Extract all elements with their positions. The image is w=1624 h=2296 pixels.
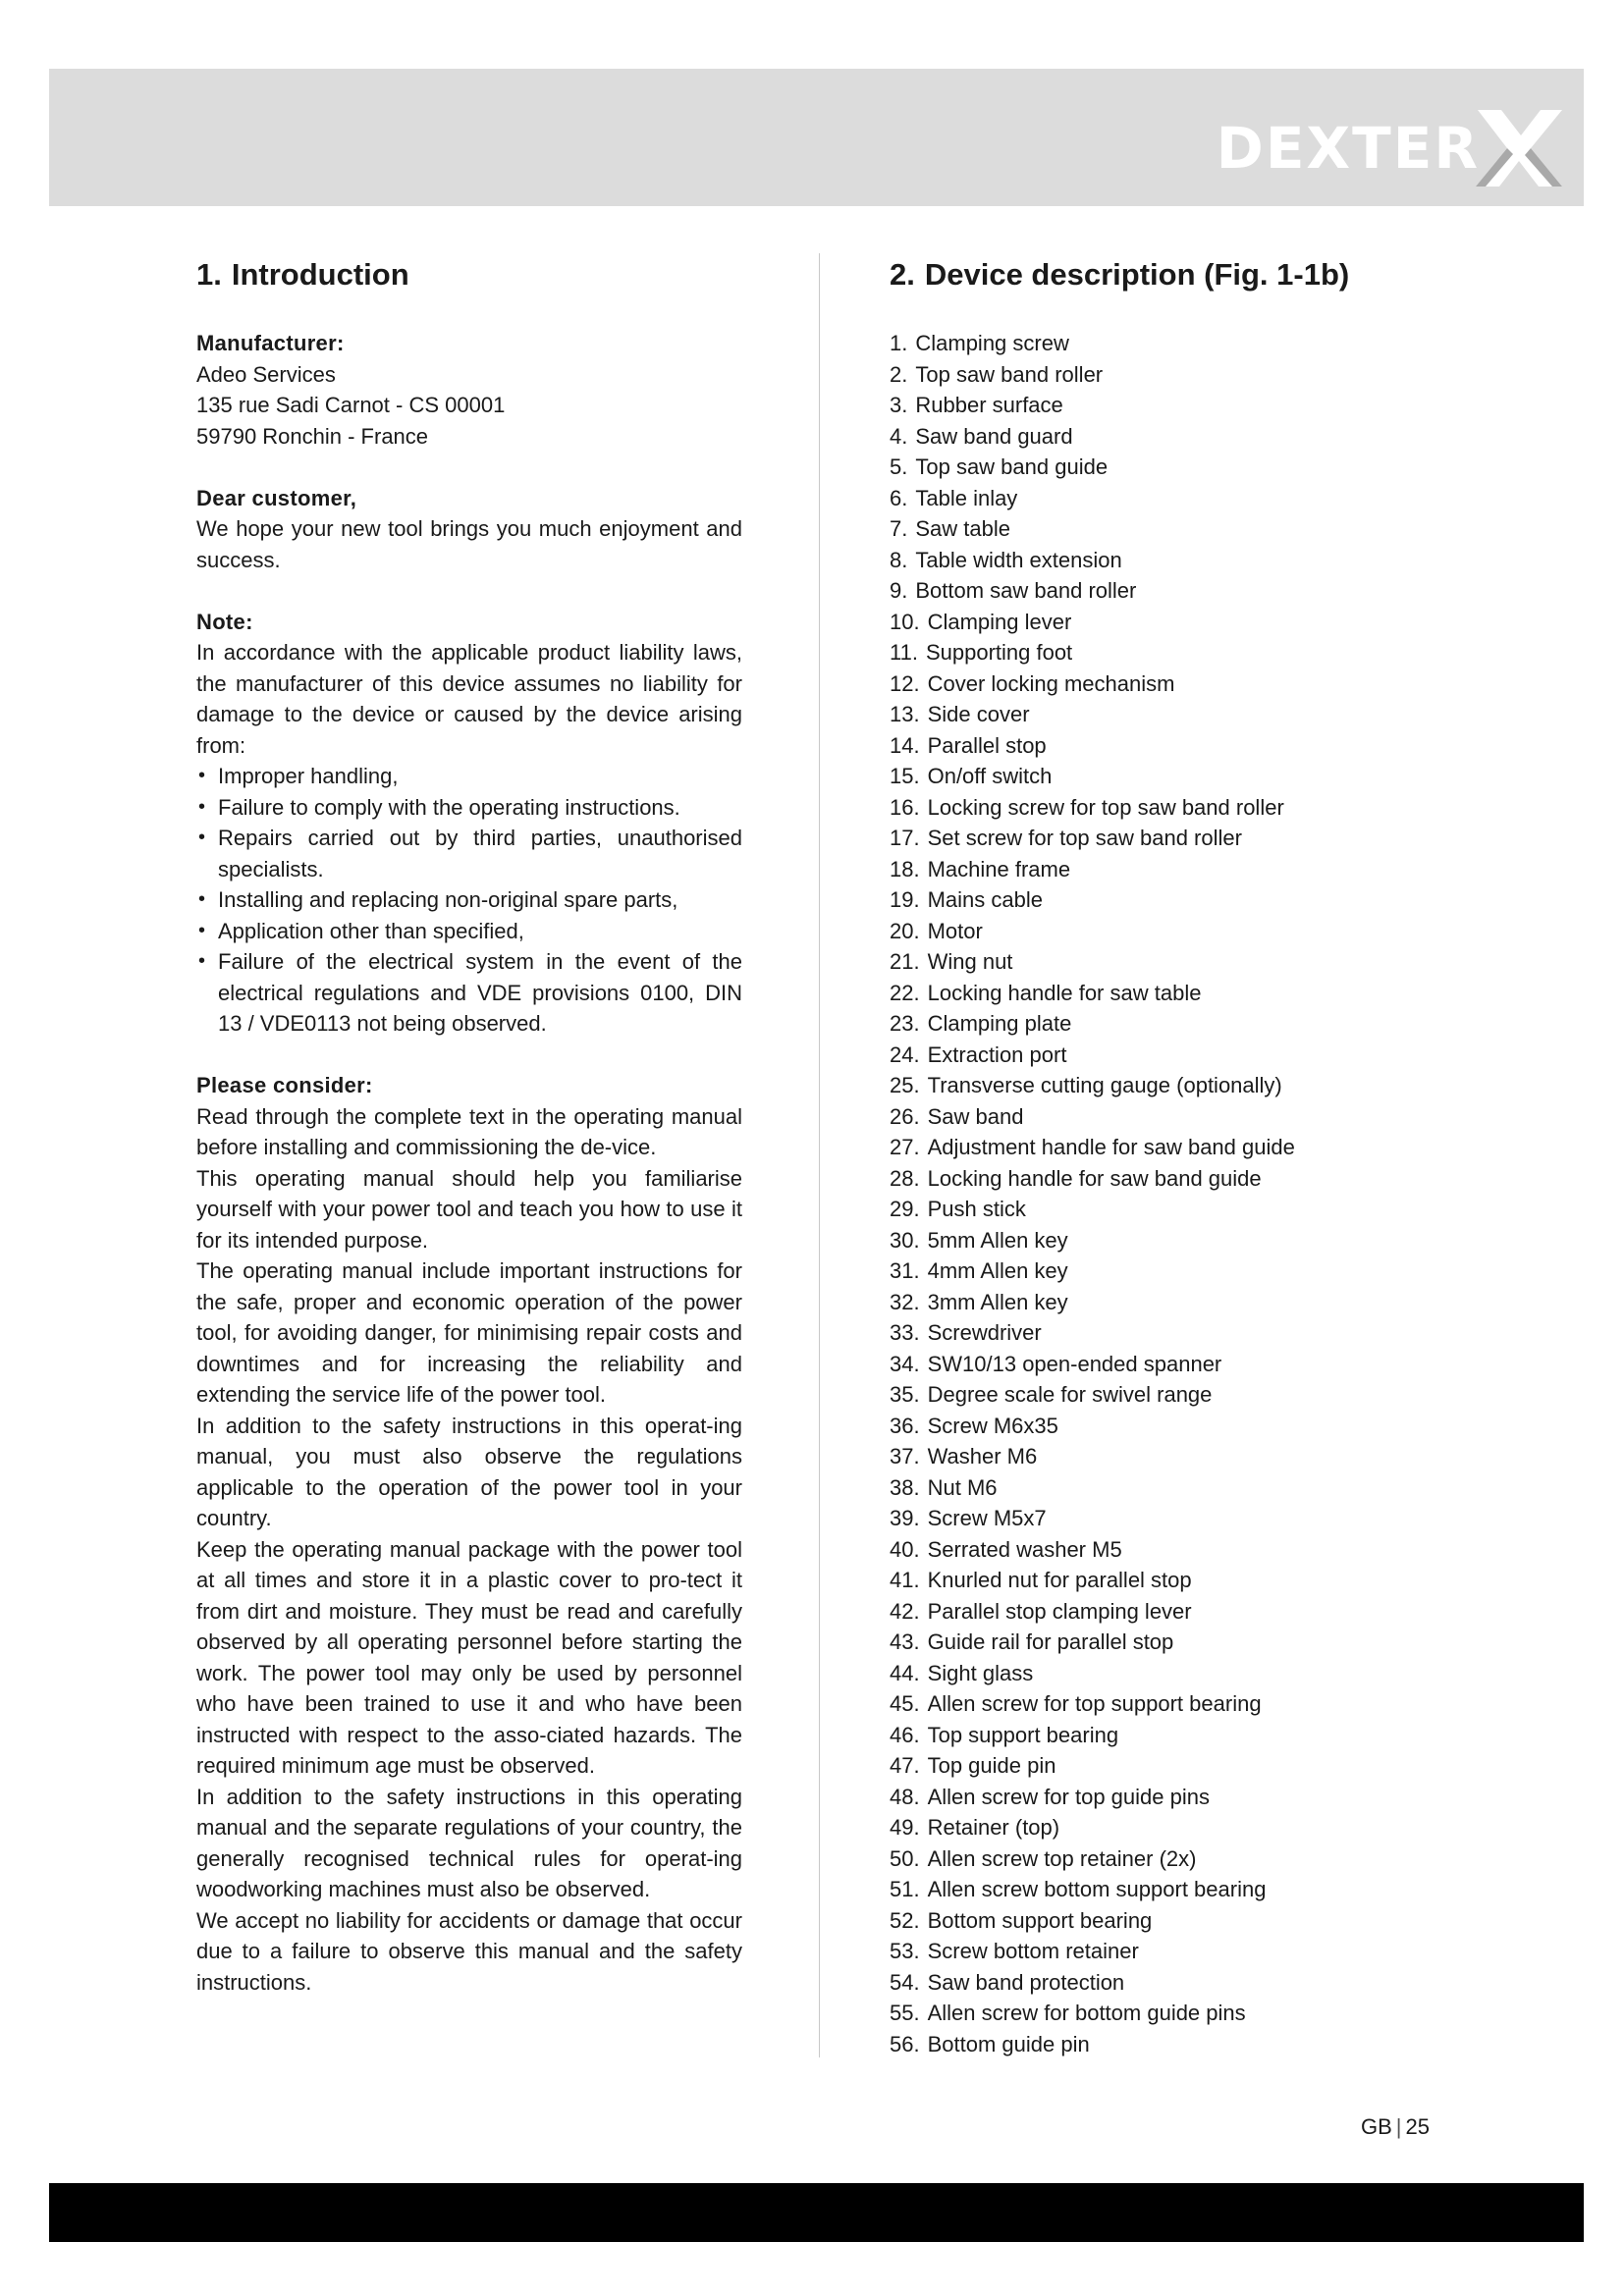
part-item bbox=[890, 1905, 1439, 1937]
part-item bbox=[890, 421, 1439, 453]
part-number: 30. bbox=[890, 1227, 920, 1253]
part-label: Bottom guide pin bbox=[927, 2031, 1090, 2056]
part-number: 51. bbox=[890, 1877, 920, 1901]
part-number: 12. bbox=[890, 670, 920, 696]
part-item bbox=[890, 1040, 1439, 1071]
part-label: Motor bbox=[927, 918, 983, 943]
part-item bbox=[890, 1411, 1439, 1442]
dexter-logo bbox=[1217, 114, 1564, 183]
logo-mark-text: X bbox=[1519, 153, 1520, 154]
part-label: Locking handle for saw band guide bbox=[927, 1165, 1262, 1191]
part-number: 8. bbox=[890, 547, 908, 572]
part-label: Rubber surface bbox=[915, 393, 1063, 417]
part-label: Wing nut bbox=[927, 949, 1013, 974]
header-band bbox=[49, 69, 1584, 206]
part-label: Allen screw bottom support bearing bbox=[927, 1877, 1267, 1901]
part-item bbox=[890, 1627, 1439, 1658]
part-number: 43. bbox=[890, 1629, 920, 1654]
part-item bbox=[890, 2029, 1439, 2060]
part-item bbox=[890, 1194, 1439, 1225]
part-label: Parallel stop clamping lever bbox=[927, 1598, 1192, 1624]
part-item bbox=[890, 668, 1439, 700]
part-item bbox=[890, 854, 1439, 885]
manufacturer-heading: Manufacturer: bbox=[196, 331, 345, 355]
part-item bbox=[890, 359, 1439, 391]
part-item bbox=[890, 452, 1439, 483]
part-label: 3mm Allen key bbox=[927, 1289, 1068, 1314]
part-number: 47. bbox=[890, 1753, 920, 1778]
part-item bbox=[890, 1317, 1439, 1349]
logo-wordmark: DEXTER bbox=[1216, 115, 1480, 182]
liability-item: • Application other than specified, bbox=[196, 916, 742, 947]
logo-x-icon bbox=[1474, 110, 1564, 187]
part-label: Allen screw for top guide pins bbox=[927, 1784, 1210, 1809]
part-label: Screw bottom retainer bbox=[927, 1939, 1139, 1963]
part-label: Parallel stop bbox=[927, 732, 1047, 758]
part-label: Saw table bbox=[915, 516, 1010, 541]
part-number: 24. bbox=[890, 1041, 920, 1067]
footer-band bbox=[49, 2183, 1584, 2242]
manufacturer-block bbox=[196, 328, 742, 452]
part-item bbox=[890, 1349, 1439, 1380]
part-number: 21. bbox=[890, 949, 920, 974]
part-item bbox=[890, 1843, 1439, 1875]
part-label: Set screw for top saw band roller bbox=[927, 826, 1242, 850]
part-number: 55. bbox=[890, 2001, 920, 2025]
part-number: 28. bbox=[890, 1165, 920, 1191]
part-item bbox=[890, 792, 1439, 824]
part-label: Allen screw for top support bearing bbox=[927, 1691, 1262, 1716]
part-item bbox=[890, 1998, 1439, 2029]
liability-item: • Failure to comply with the operating instructions. bbox=[196, 792, 742, 824]
page-number bbox=[1361, 2112, 1430, 2142]
part-number: 18. bbox=[890, 856, 920, 881]
part-number: 38. bbox=[890, 1474, 920, 1500]
part-item bbox=[890, 390, 1439, 421]
part-label: 5mm Allen key bbox=[927, 1227, 1068, 1253]
part-label: 4mm Allen key bbox=[927, 1258, 1068, 1283]
part-number: 39. bbox=[890, 1506, 920, 1530]
part-item bbox=[890, 607, 1439, 638]
part-number: 17. bbox=[890, 826, 920, 850]
part-number: 1. bbox=[890, 331, 908, 355]
part-item bbox=[890, 1101, 1439, 1133]
page-number-value: 25 bbox=[1405, 2114, 1430, 2139]
page-separator: | bbox=[1395, 2114, 1402, 2139]
part-label: Clamping plate bbox=[927, 1011, 1072, 1036]
part-item bbox=[890, 1782, 1439, 1813]
part-label: Top guide pin bbox=[927, 1753, 1056, 1778]
part-label: Knurled nut for parallel stop bbox=[927, 1568, 1192, 1592]
part-number: 44. bbox=[890, 1660, 920, 1685]
dear-customer-text: We hope your new tool brings you much enjoyment and success. bbox=[196, 516, 742, 572]
part-number: 48. bbox=[890, 1784, 920, 1809]
part-item bbox=[890, 1225, 1439, 1256]
part-label: Saw band bbox=[927, 1103, 1024, 1129]
device-description-section bbox=[890, 255, 1439, 2059]
note-heading: Note: bbox=[196, 609, 253, 634]
part-item bbox=[890, 1658, 1439, 1689]
part-label: Sight glass bbox=[927, 1660, 1034, 1685]
manufacturer-line: 135 rue Sadi Carnot - CS 00001 bbox=[196, 393, 506, 417]
part-item bbox=[890, 1379, 1439, 1411]
part-label: Allen screw top retainer (2x) bbox=[927, 1845, 1197, 1871]
part-item bbox=[890, 1287, 1439, 1318]
part-item bbox=[890, 1812, 1439, 1843]
consider-paragraph: In addition to the safety instructions in this operating manual and the separate regulations of your country, the generally recognised technical rules for operat-ing woodworking machines must also be observed. bbox=[196, 1784, 742, 1901]
part-item bbox=[890, 1441, 1439, 1472]
part-label: Nut M6 bbox=[927, 1474, 998, 1500]
part-label: Saw band protection bbox=[927, 1969, 1125, 1995]
note-text: In accordance with the applicable product liability laws, the manufacturer of this device assumes no liability for damage to the device or caused by the device arising from: bbox=[196, 640, 742, 758]
part-item bbox=[890, 1750, 1439, 1782]
part-label: Screw M6x35 bbox=[927, 1413, 1058, 1438]
part-label: Saw band guard bbox=[915, 423, 1073, 449]
part-item bbox=[890, 1132, 1439, 1163]
part-number: 9. bbox=[890, 578, 908, 603]
part-label: Cover locking mechanism bbox=[927, 670, 1175, 696]
part-number: 46. bbox=[890, 1722, 920, 1747]
liability-item: • Failure of the electrical system in the event of the electrical regulations and VDE provisions 0100, DIN 13 / VDE0113 not being observed. bbox=[196, 946, 742, 1040]
part-number: 22. bbox=[890, 980, 920, 1005]
part-label: Bottom support bearing bbox=[927, 1907, 1153, 1933]
part-number: 34. bbox=[890, 1351, 920, 1376]
part-number: 36. bbox=[890, 1413, 920, 1438]
part-item bbox=[890, 1472, 1439, 1504]
part-number: 33. bbox=[890, 1320, 920, 1345]
part-label: Washer M6 bbox=[927, 1444, 1038, 1468]
part-item bbox=[890, 1008, 1439, 1040]
part-label: Retainer (top) bbox=[927, 1815, 1060, 1840]
part-item bbox=[890, 513, 1439, 545]
consider-paragraph: This operating manual should help you familiarise yourself with your power tool and teach you how to use it for its intended purpose. bbox=[196, 1165, 742, 1253]
liability-item: • Installing and replacing non-original spare parts, bbox=[196, 884, 742, 916]
part-number: 29. bbox=[890, 1197, 920, 1221]
part-item bbox=[890, 1163, 1439, 1195]
part-number: 49. bbox=[890, 1815, 920, 1840]
part-number: 3. bbox=[890, 393, 908, 417]
part-item bbox=[890, 1967, 1439, 1999]
part-number: 19. bbox=[890, 887, 920, 912]
part-label: Mains cable bbox=[927, 887, 1043, 912]
part-label: Table width extension bbox=[915, 547, 1122, 572]
part-number: 14. bbox=[890, 732, 920, 758]
part-label: Locking handle for saw table bbox=[927, 980, 1202, 1005]
liability-list bbox=[196, 761, 742, 1040]
please-consider-block bbox=[196, 1070, 742, 1998]
part-item bbox=[890, 1720, 1439, 1751]
part-item bbox=[890, 884, 1439, 916]
part-item bbox=[890, 823, 1439, 854]
part-number: 13. bbox=[890, 702, 920, 726]
part-number: 41. bbox=[890, 1568, 920, 1592]
part-item bbox=[890, 328, 1439, 359]
part-label: Guide rail for parallel stop bbox=[927, 1629, 1174, 1654]
part-label: Extraction port bbox=[927, 1041, 1067, 1067]
part-item bbox=[890, 575, 1439, 607]
part-number: 53. bbox=[890, 1939, 920, 1963]
part-number: 54. bbox=[890, 1969, 920, 1995]
part-number: 32. bbox=[890, 1289, 920, 1314]
part-item bbox=[890, 545, 1439, 576]
device-description-heading: 2. Device description (Fig. 1-1b) bbox=[890, 257, 1350, 292]
part-number: 2. bbox=[890, 361, 908, 387]
part-item bbox=[890, 483, 1439, 514]
part-item bbox=[890, 637, 1439, 668]
part-label: Top saw band roller bbox=[915, 361, 1104, 387]
dear-customer-heading: Dear customer, bbox=[196, 485, 357, 510]
part-number: 5. bbox=[890, 454, 908, 479]
part-number: 20. bbox=[890, 918, 920, 943]
part-label: Serrated washer M5 bbox=[927, 1536, 1122, 1562]
part-label: Supporting foot bbox=[925, 640, 1073, 665]
part-number: 6. bbox=[890, 485, 908, 510]
part-label: Side cover bbox=[927, 702, 1030, 726]
part-label: Transverse cutting gauge (optionally) bbox=[927, 1073, 1282, 1097]
part-item bbox=[890, 761, 1439, 792]
part-label: Machine frame bbox=[927, 856, 1071, 881]
note-block bbox=[196, 607, 742, 1040]
liability-item: • Improper handling, bbox=[196, 761, 742, 792]
part-number: 42. bbox=[890, 1598, 920, 1624]
part-item bbox=[890, 730, 1439, 762]
dear-customer-block bbox=[196, 483, 742, 576]
part-item bbox=[890, 946, 1439, 978]
part-number: 4. bbox=[890, 423, 908, 449]
part-item bbox=[890, 1936, 1439, 1967]
part-label: Top saw band guide bbox=[915, 454, 1109, 479]
part-number: 27. bbox=[890, 1135, 920, 1159]
part-item bbox=[890, 1874, 1439, 1905]
part-label: Allen screw for bottom guide pins bbox=[927, 2001, 1246, 2025]
part-label: Screwdriver bbox=[927, 1320, 1042, 1345]
part-label: Push stick bbox=[927, 1197, 1026, 1221]
part-item bbox=[890, 916, 1439, 947]
part-label: Adjustment handle for saw band guide bbox=[927, 1135, 1295, 1159]
language-code: GB bbox=[1361, 2114, 1392, 2139]
part-label: Bottom saw band roller bbox=[915, 578, 1137, 603]
manufacturer-line: Adeo Services bbox=[196, 361, 336, 387]
part-item bbox=[890, 1070, 1439, 1101]
part-number: 35. bbox=[890, 1382, 920, 1407]
part-label: SW10/13 open-ended spanner bbox=[927, 1351, 1222, 1376]
part-item bbox=[890, 1596, 1439, 1628]
consider-paragraph: Keep the operating manual package with the power tool at all times and store it in a plastic cover to pro-tect it from dirt and moisture. They must be read and carefully observed by all operating personnel before starting the work. The power tool may only be used by personnel who have been trained to use it and who have been instructed with respect to the asso-ciated hazards. The required minimum age must be observed. bbox=[196, 1536, 742, 1778]
part-item bbox=[890, 1565, 1439, 1596]
part-item bbox=[890, 699, 1439, 730]
part-item bbox=[890, 1503, 1439, 1534]
part-number: 25. bbox=[890, 1073, 920, 1097]
part-number: 37. bbox=[890, 1444, 920, 1468]
part-number: 16. bbox=[890, 794, 920, 820]
manufacturer-line: 59790 Ronchin - France bbox=[196, 423, 429, 449]
introduction-heading: 1. Introduction bbox=[196, 257, 409, 292]
part-label: On/off switch bbox=[927, 764, 1053, 788]
part-number: 26. bbox=[890, 1103, 920, 1129]
part-number: 23. bbox=[890, 1011, 920, 1036]
part-number: 52. bbox=[890, 1907, 920, 1933]
part-label: Clamping lever bbox=[927, 609, 1072, 634]
part-number: 7. bbox=[890, 516, 908, 541]
part-label: Table inlay bbox=[915, 485, 1018, 510]
part-number: 45. bbox=[890, 1691, 920, 1716]
part-label: Locking screw for top saw band roller bbox=[927, 794, 1284, 820]
part-item bbox=[890, 978, 1439, 1009]
part-number: 56. bbox=[890, 2031, 920, 2056]
part-label: Screw M5x7 bbox=[927, 1506, 1047, 1530]
part-item bbox=[890, 1688, 1439, 1720]
part-number: 10. bbox=[890, 609, 920, 634]
part-item bbox=[890, 1534, 1439, 1566]
liability-item: • Repairs carried out by third parties, unauthorised specialists. bbox=[196, 823, 742, 884]
consider-paragraph: The operating manual include important instructions for the safe, proper and economic operation of the power tool, for avoiding danger, for minimising repair costs and downtimes and for increasing the reliability and extending the service life of the power tool. bbox=[196, 1258, 742, 1407]
consider-paragraph: We accept no liability for accidents or damage that occur due to a failure to observe this manual and the safety instructions. bbox=[196, 1907, 742, 1995]
consider-paragraph: Read through the complete text in the operating manual before installing and commissioning the de-vice. bbox=[196, 1103, 742, 1159]
part-number: 31. bbox=[890, 1258, 920, 1283]
parts-list bbox=[890, 328, 1439, 2059]
please-consider-heading: Please consider: bbox=[196, 1073, 373, 1097]
part-number: 11. bbox=[890, 640, 918, 665]
part-label: Clamping screw bbox=[915, 331, 1069, 355]
part-item bbox=[890, 1255, 1439, 1287]
part-label: Top support bearing bbox=[927, 1722, 1119, 1747]
column-divider bbox=[819, 253, 820, 2057]
part-number: 15. bbox=[890, 764, 920, 788]
part-label: Degree scale for swivel range bbox=[927, 1382, 1213, 1407]
part-number: 40. bbox=[890, 1536, 920, 1562]
part-number: 50. bbox=[890, 1845, 920, 1871]
introduction-section bbox=[196, 255, 742, 1998]
consider-paragraph: In addition to the safety instructions in this operat-ing manual, you must also observe the regulations applicable to the operation of the power tool in your country. bbox=[196, 1413, 742, 1530]
